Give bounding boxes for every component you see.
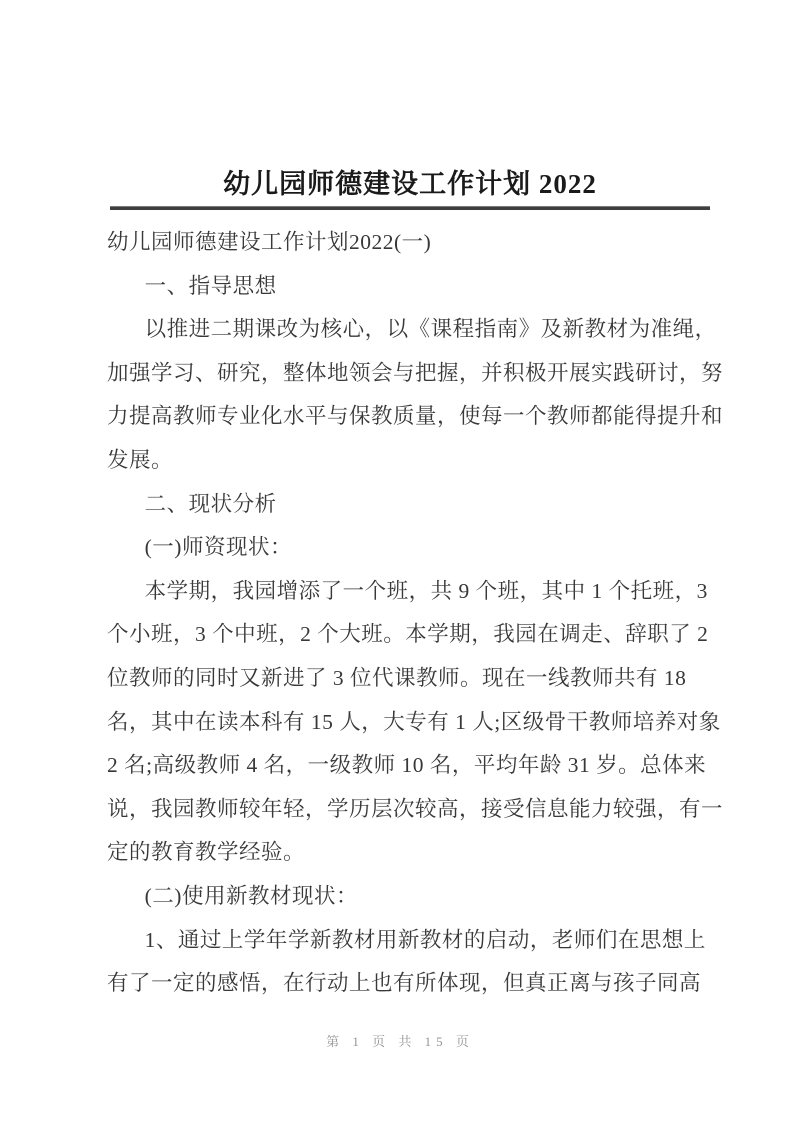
document-line: 力提高教师专业化水平与保教质量，使每一个教师都能得提升和 <box>107 404 724 429</box>
document-line: 二、现状分析 <box>144 491 277 516</box>
document-line: (二)使用新教材现状： <box>144 883 358 908</box>
document-line: 名，其中在读本科有 15 人，大专有 1 人;区级骨干教师培养对象 <box>107 709 721 734</box>
document-line: 加强学习、研究，整体地领会与把握，并积极开展实践研讨，努 <box>107 360 724 385</box>
document-line: 一、指导思想 <box>144 273 277 298</box>
page-number-footer: 第 1 页 共 15 页 <box>326 1034 474 1049</box>
document-line: 位教师的同时又新进了 3 位代课教师。现在一线教师共有 18 <box>107 665 687 690</box>
document-line: 以推进二期课改为核心，以《课程指南》及新教材为准绳， <box>144 317 717 342</box>
document-title: 幼儿园师德建设工作计划 2022 <box>223 169 597 199</box>
document-line: 有了一定的感悟，在行动上也有所体现，但真正离与孩子同高 <box>107 971 702 996</box>
document-line: 个小班，3 个中班，2 个大班。本学期，我园在调走、辞职了 2 <box>107 622 709 647</box>
title-divider-rule <box>110 206 710 210</box>
document-line: (一)师资现状： <box>144 535 292 560</box>
document-line: 定的教育教学经验。 <box>107 840 306 865</box>
document-line: 幼儿园师德建设工作计划2022(一) <box>107 230 432 254</box>
document-line: 说，我园教师较年轻，学历层次较高，接受信息能力较强，有一 <box>107 796 724 821</box>
document-line: 2 名;高级教师 4 名，一级教师 10 名，平均年龄 31 岁。总体来 <box>107 753 707 778</box>
document-line: 发展。 <box>107 447 174 472</box>
document-line: 本学期，我园增添了一个班，共 9 个班，其中 1 个托班，3 <box>144 578 708 603</box>
document-body <box>107 221 724 1006</box>
document-line: 1、通过上学年学新教材用新教材的启动，老师们在思想上 <box>144 927 706 952</box>
